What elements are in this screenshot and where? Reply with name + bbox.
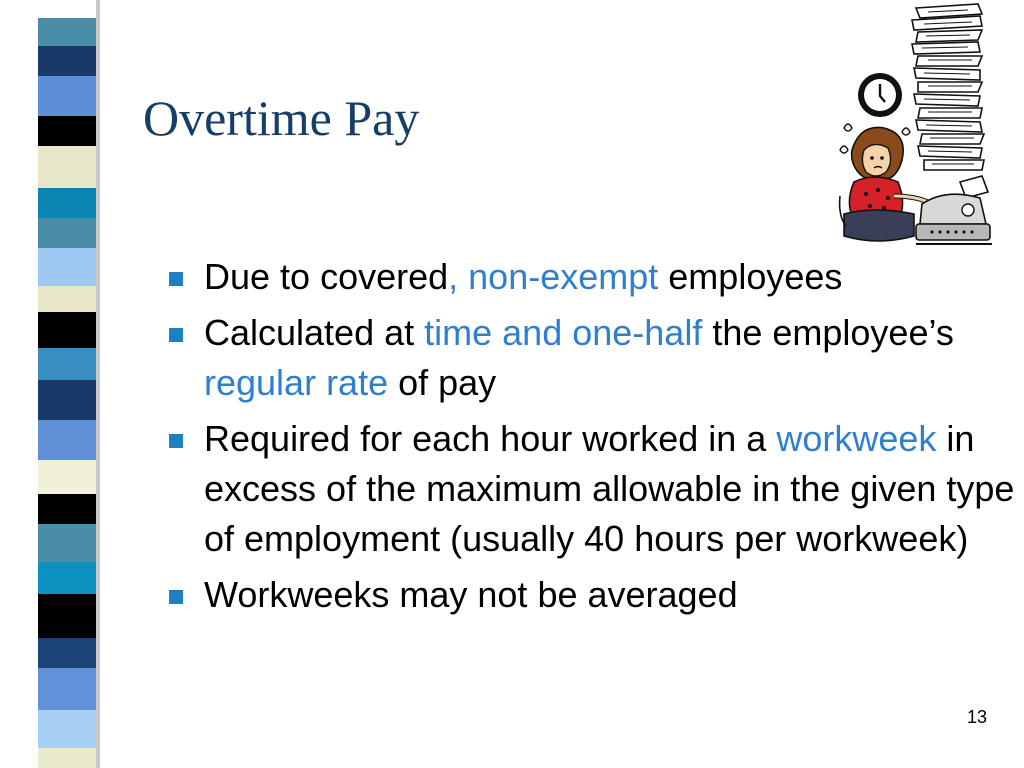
stripe-segment [38,668,96,710]
highlighted-term: time and one-half [424,312,703,353]
stripe-segment [38,494,96,524]
highlighted-term: regular rate [204,362,389,403]
stripe-segment [38,286,96,312]
stripe-segment [38,46,96,76]
stripe-segment [38,460,96,494]
striped-band-shadow [96,0,100,768]
overworked-clerk-clipart-icon [832,0,992,248]
stripe-segment [38,18,96,46]
bullet-text: in excess of the maximum allowable in the given type of employment (usually 40 hours per workweek) [204,418,1015,559]
stripe-segment [38,116,96,146]
stripe-segment [38,594,96,638]
page-number: 13 [967,707,988,727]
striped-band-decoration [38,0,96,768]
bullet-text: Calculated at [204,312,425,353]
stripe-segment [38,348,96,380]
bullet-text: of pay [388,362,497,403]
stripe-segment [38,248,96,286]
stripe-segment [38,380,96,420]
bullet-item [167,308,1017,408]
stripe-segment [38,638,96,668]
stripe-segment [38,748,96,768]
stripe-segment [38,76,96,116]
slide-title: Overtime Pay [143,90,420,146]
bullet-list [167,252,1017,626]
bullet-text: Required for each hour worked in a [204,418,777,459]
bullet-text: Due to covered [204,256,449,297]
stripe-segment [38,312,96,348]
square-bullet-icon [169,434,183,448]
square-bullet-icon [169,590,183,604]
bullet-text: Workweeks may not be averaged [204,574,738,615]
highlighted-term: workweek [776,418,937,459]
stripe-segment [38,562,96,594]
stripe-segment [38,524,96,562]
bullet-text: employees [658,256,843,297]
stripe-segment [38,0,96,18]
stripe-segment [38,218,96,248]
stripe-segment [38,188,96,218]
square-bullet-icon [169,272,183,286]
square-bullet-icon [169,328,183,342]
bullet-item [167,414,1017,564]
bullet-text: the employee’s [702,312,954,353]
stripe-segment [38,146,96,188]
stripe-segment [38,710,96,748]
bullet-item [167,252,1017,302]
stripe-segment [38,420,96,460]
highlighted-term: , non-exempt [448,256,659,297]
bullet-item [167,570,1017,620]
